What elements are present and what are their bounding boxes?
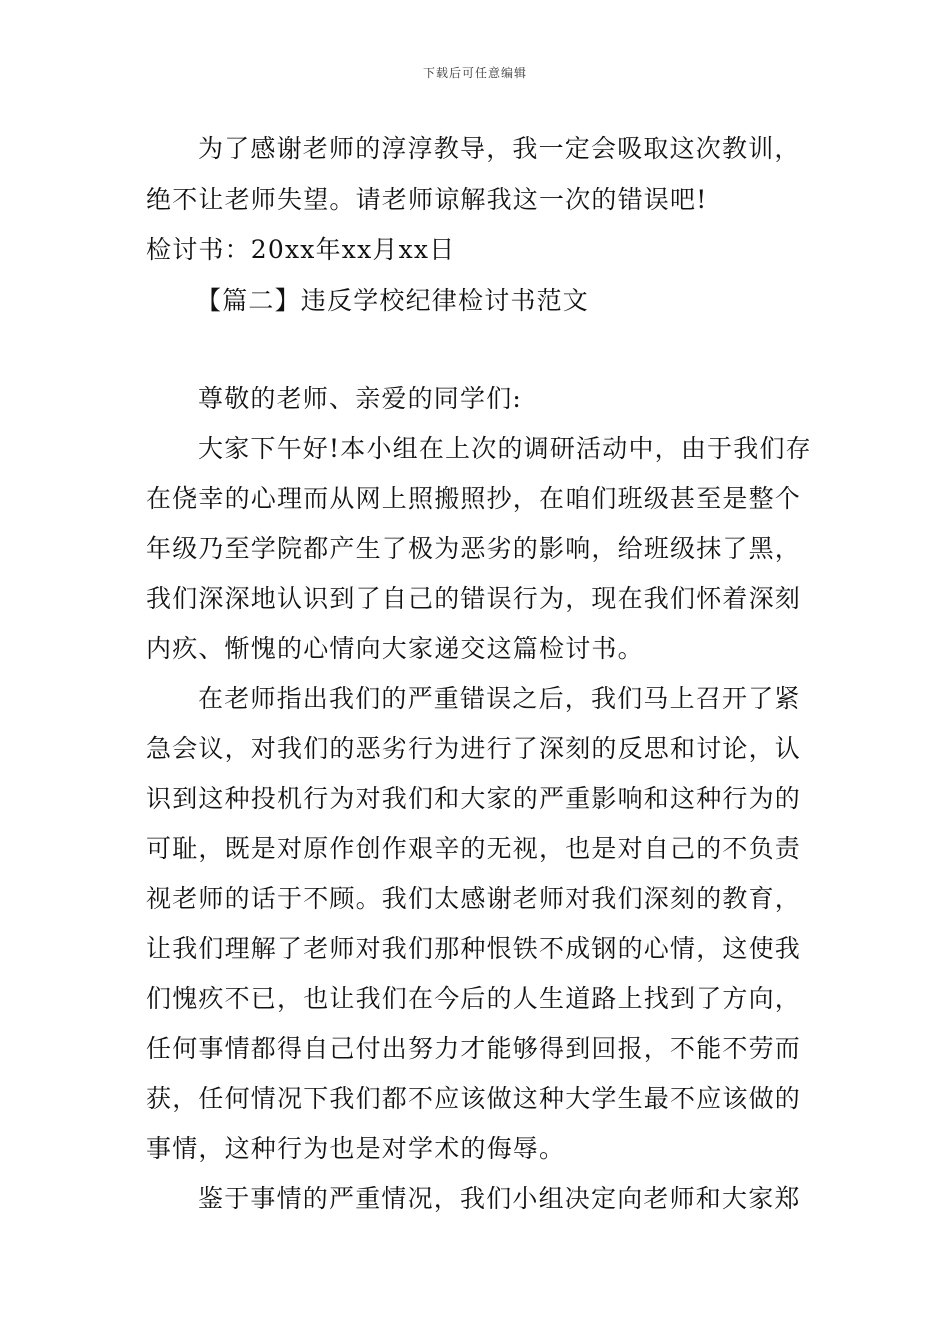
paragraph-line: 我们深深地认识到了自己的错误行为，现在我们怀着深刻 bbox=[146, 584, 802, 613]
paragraph-line: 们愧疚不已，也让我们在今后的人生道路上找到了方向， bbox=[146, 984, 802, 1013]
paragraph-line: 视老师的话于不顾。我们太感谢老师对我们深刻的教育， bbox=[146, 884, 802, 913]
paragraph-line: 识到这种投机行为对我们和大家的严重影响和这种行为的 bbox=[146, 784, 802, 813]
paragraph-line: 任何事情都得自己付出努力才能够得到回报，不能不劳而 bbox=[146, 1034, 802, 1063]
signature-date-line: 检讨书：20xx年xx月xx日 bbox=[146, 235, 456, 264]
paragraph-line: 在老师指出我们的严重错误之后，我们马上召开了紧 bbox=[198, 684, 801, 713]
paragraph-line: 事情，这种行为也是对学术的侮辱。 bbox=[146, 1134, 566, 1163]
paragraph-line: 内疚、惭愧的心情向大家递交这篇检讨书。 bbox=[146, 634, 644, 663]
paragraph-line: 获，任何情况下我们都不应该做这种大学生最不应该做的 bbox=[146, 1084, 802, 1113]
paragraph-line: 可耻，既是对原作创作艰辛的无视，也是对自己的不负责 bbox=[146, 834, 802, 863]
paragraph-line: 在侥幸的心理而从网上照搬照抄，在咱们班级甚至是整个 bbox=[146, 484, 802, 513]
paragraph-line: 年级乃至学院都产生了极为恶劣的影响，给班级抹了黑， bbox=[146, 534, 802, 563]
salutation: 尊敬的老师、亲爱的同学们: bbox=[198, 384, 523, 413]
section-title: 【篇二】违反学校纪律检讨书范文 bbox=[196, 286, 590, 315]
paragraph-line: 鉴于事情的严重情况，我们小组决定向老师和大家郑 bbox=[198, 1184, 801, 1213]
paragraph-line: 急会议，对我们的恶劣行为进行了深刻的反思和讨论，认 bbox=[146, 734, 802, 763]
paragraph-line: 绝不让老师失望。请老师谅解我这一次的错误吧! bbox=[146, 185, 708, 214]
paragraph-line: 让我们理解了老师对我们那种恨铁不成钢的心情，这使我 bbox=[146, 934, 802, 963]
paragraph-line: 为了感谢老师的淳淳教导，我一定会吸取这次教训， bbox=[198, 134, 801, 163]
page-header: 下载后可任意编辑 bbox=[422, 66, 527, 80]
paragraph-line: 大家下午好!本小组在上次的调研活动中，由于我们存 bbox=[198, 434, 812, 463]
